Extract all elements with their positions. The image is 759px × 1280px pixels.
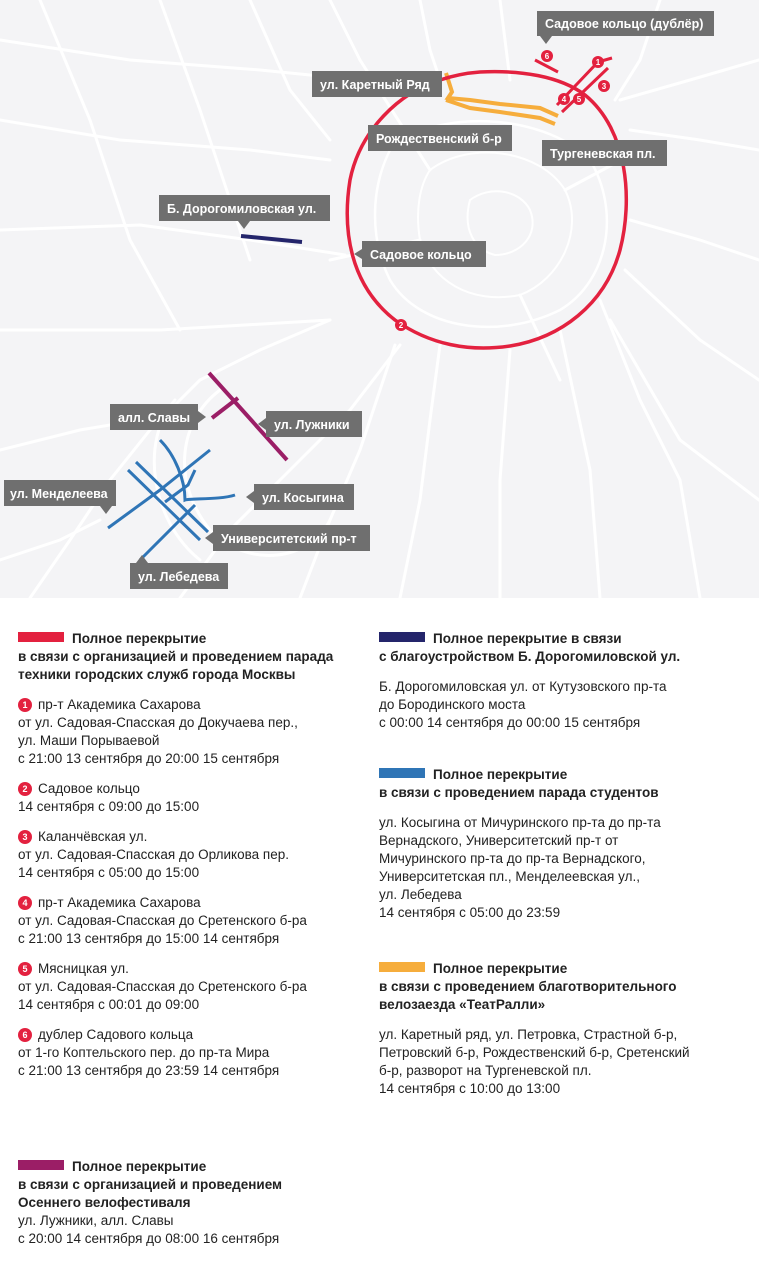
legend-blue-line: Вернадского, Университетский пр-т от <box>379 833 619 848</box>
legend-navy-line: до Бородинского моста <box>379 697 526 712</box>
svg-text:5: 5 <box>576 95 582 104</box>
legend-orange-line: б-р, разворот на Тургеневской пл. <box>379 1063 592 1078</box>
legend-orange-subtitle: велозаезда «ТеатРалли» <box>379 997 546 1012</box>
legend-blue-subtitle: в связи с проведением парада студентов <box>379 785 659 800</box>
legend-orange-title: Полное перекрытие <box>433 961 568 976</box>
legend-blue-line: Мичуринского пр-та до пр-та Вернадского, <box>379 851 646 866</box>
swatch-orange <box>379 962 425 972</box>
marker-badge: 1 <box>18 698 32 712</box>
legend-red-item-6 <box>18 1026 373 1080</box>
marker-6 <box>541 50 553 62</box>
legend-purple <box>18 1158 373 1248</box>
label-sadovoe <box>354 241 486 267</box>
legend-red-title: Полное перекрытие <box>72 631 207 646</box>
legend-orange-line: ул. Каретный ряд, ул. Петровка, Страстной б-р, <box>379 1027 678 1042</box>
legend-red-item-2 <box>18 780 373 816</box>
legend-blue-time: 14 сентября с 05:00 до 23:59 <box>379 905 561 920</box>
marker-4 <box>558 93 570 105</box>
svg-text:Б. Дорогомиловская ул.: Б. Дорогомиловская ул. <box>167 202 317 216</box>
svg-text:ул. Каретный Ряд: ул. Каретный Ряд <box>320 78 430 92</box>
legend-red-subtitle: в связи с организацией и проведением парада техники городских служб города Москвы <box>18 649 334 682</box>
swatch-navy <box>379 632 425 642</box>
marker-badge: 3 <box>18 830 32 844</box>
svg-text:ул. Косыгина: ул. Косыгина <box>262 491 344 505</box>
marker-3 <box>598 80 610 92</box>
legend-orange-time: 14 сентября с 10:00 до 13:00 <box>379 1081 561 1096</box>
svg-text:Тургеневская пл.: Тургеневская пл. <box>550 147 656 161</box>
legend-navy-title: Полное перекрытие в связи <box>433 631 622 646</box>
closures-map <box>0 0 759 598</box>
swatch-purple <box>18 1160 64 1170</box>
legend-purple-subtitle: в связи с организацией и проведением <box>18 1177 283 1192</box>
legend-red <box>18 630 373 1080</box>
legend-purple-time: с 20:00 14 сентября до 08:00 16 сентября <box>18 1231 280 1246</box>
item-section: от ул. Садовая-Спасская до Сретенского б-ра <box>18 913 307 928</box>
legend-navy-subtitle: с благоустройством Б. Дорогомиловской ул. <box>379 649 681 664</box>
legend-purple-title: Полное перекрытие <box>72 1159 207 1174</box>
legend-navy <box>379 630 749 732</box>
item-street: Мясницкая ул. <box>38 961 129 976</box>
swatch-red <box>18 632 64 642</box>
svg-text:2: 2 <box>398 321 404 330</box>
legend-red-item-3 <box>18 828 373 882</box>
legend-red-item-1 <box>18 696 373 768</box>
item-time: 14 сентября с 05:00 до 15:00 <box>18 865 200 880</box>
marker-2 <box>395 319 407 331</box>
svg-text:Садовое кольцо (дублёр): Садовое кольцо (дублёр) <box>545 17 704 31</box>
item-street: пр-т Академика Сахарова <box>38 895 201 910</box>
item-street: Садовое кольцо <box>38 781 140 796</box>
marker-badge: 2 <box>18 782 32 796</box>
marker-5 <box>573 93 585 105</box>
item-time: с 21:00 13 сентября до 23:59 14 сентября <box>18 1063 280 1078</box>
legend-orange <box>379 960 749 1098</box>
svg-text:ул. Лужники: ул. Лужники <box>274 418 350 432</box>
svg-text:Садовое кольцо: Садовое кольцо <box>370 248 472 262</box>
item-street: пр-т Академика Сахарова <box>38 697 201 712</box>
swatch-blue <box>379 768 425 778</box>
legend-navy-line: Б. Дорогомиловская ул. от Кутузовского пр-та <box>379 679 667 694</box>
item-time: с 21:00 13 сентября до 15:00 14 сентября <box>18 931 280 946</box>
item-section: от ул. Садовая-Спасская до Орликова пер. <box>18 847 289 862</box>
svg-text:Рождественский б-р: Рождественский б-р <box>376 132 502 146</box>
svg-text:4: 4 <box>561 95 567 104</box>
label-slavy <box>110 404 206 430</box>
svg-text:3: 3 <box>601 82 607 91</box>
label-rozhdestvensky <box>368 125 512 151</box>
legend-orange-line: Петровский б-р, Рождественский б-р, Сретенский <box>379 1045 690 1060</box>
svg-text:Университетский пр-т: Университетский пр-т <box>221 532 357 546</box>
item-street: Каланчёвская ул. <box>38 829 148 844</box>
item-section: от 1-го Коптельского пер. до пр-та Мира <box>18 1045 270 1060</box>
item-time: 14 сентября с 09:00 до 15:00 <box>18 799 200 814</box>
legend-blue-line: ул. Косыгина от Мичуринского пр-та до пр-та <box>379 815 661 830</box>
legend-blue-line: Университетская пл., Менделеевская ул., <box>379 869 640 884</box>
svg-text:алл. Славы: алл. Славы <box>118 411 191 425</box>
svg-text:ул. Лебедева: ул. Лебедева <box>138 570 220 584</box>
marker-1 <box>592 56 604 68</box>
marker-badge: 6 <box>18 1028 32 1042</box>
legend-red-item-4 <box>18 894 373 948</box>
marker-badge: 4 <box>18 896 32 910</box>
item-section: от ул. Садовая-Спасская до Сретенского б-ра <box>18 979 307 994</box>
label-universitetsky <box>205 525 370 551</box>
legend-purple-streets: ул. Лужники, алл. Славы <box>18 1213 174 1228</box>
label-kosygina <box>246 484 354 510</box>
item-street: дублер Садового кольца <box>38 1027 194 1042</box>
legend-navy-time: с 00:00 14 сентября до 00:00 15 сентября <box>379 715 641 730</box>
legend-blue-line: ул. Лебедева <box>379 887 462 902</box>
svg-text:1: 1 <box>595 58 601 67</box>
legend-purple-subtitle: Осеннего велофестиваля <box>18 1195 191 1210</box>
legend-blue <box>379 766 749 922</box>
item-section: от ул. Садовая-Спасская до Докучаева пер., <box>18 715 298 730</box>
label-turgenevskaya <box>542 140 667 166</box>
marker-badge: 5 <box>18 962 32 976</box>
item-section: ул. Маши Порываевой <box>18 733 160 748</box>
label-luzhniki <box>258 411 362 437</box>
item-time: 14 сентября с 00:01 до 09:00 <box>18 997 200 1012</box>
legend-blue-title: Полное перекрытие <box>433 767 568 782</box>
label-karetny <box>312 71 442 97</box>
item-time: с 21:00 13 сентября до 20:00 15 сентября <box>18 751 280 766</box>
legend-orange-subtitle: в связи с проведением благотворительного <box>379 979 677 994</box>
svg-text:ул. Менделеева: ул. Менделеева <box>10 487 108 501</box>
svg-text:6: 6 <box>544 52 550 61</box>
legend-red-item-5 <box>18 960 373 1014</box>
